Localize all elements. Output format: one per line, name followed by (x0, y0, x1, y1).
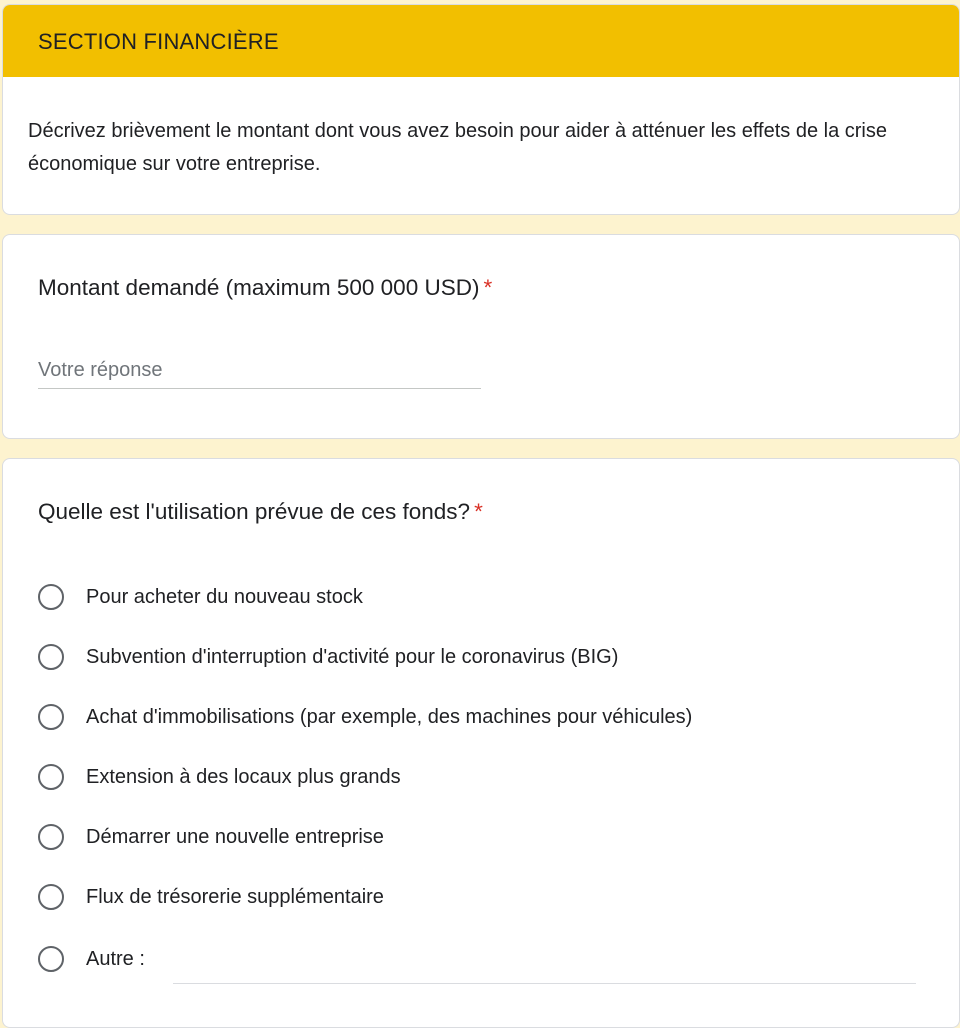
radio-button[interactable] (38, 946, 64, 972)
funds-options-group (38, 567, 928, 991)
amount-question-label: Montant demandé (maximum 500 000 USD) (38, 275, 480, 300)
radio-button[interactable] (38, 824, 64, 850)
section-description: Décrivez brièvement le montant dont vous avez besoin pour aider à atténuer les effets de la crise économique sur votre entreprise. (28, 120, 887, 175)
radio-button[interactable] (38, 764, 64, 790)
option-fixed-assets[interactable] (38, 687, 928, 747)
required-asterisk: * (483, 275, 493, 300)
option-larger-premises[interactable] (38, 747, 928, 807)
radio-button[interactable] (38, 584, 64, 610)
option-new-stock[interactable] (38, 567, 928, 627)
option-label: Démarrer une nouvelle entreprise (86, 825, 384, 848)
other-text-input[interactable] (173, 951, 916, 984)
amount-question-title (38, 275, 492, 301)
section-title: SECTION FINANCIÈRE (3, 5, 959, 77)
option-big-grant[interactable] (38, 627, 928, 687)
funds-question-card (2, 458, 960, 1028)
amount-input[interactable] (38, 353, 481, 389)
option-label: Subvention d'interruption d'activité pour le coronavirus (BIG) (86, 645, 619, 668)
required-asterisk: * (474, 499, 483, 524)
radio-button[interactable] (38, 644, 64, 670)
option-label: Achat d'immobilisations (par exemple, des machines pour véhicules) (86, 705, 693, 728)
funds-question-label: Quelle est l'utilisation prévue de ces fonds? (38, 499, 471, 524)
radio-button[interactable] (38, 884, 64, 910)
option-label: Flux de trésorerie supplémentaire (86, 885, 384, 908)
section-header-card (2, 4, 960, 215)
option-cash-flow[interactable] (38, 867, 928, 927)
option-new-business[interactable] (38, 807, 928, 867)
amount-question-card (2, 234, 960, 439)
option-label: Extension à des locaux plus grands (86, 765, 401, 788)
funds-question-title (38, 499, 483, 525)
option-other-label: Autre : (86, 947, 145, 970)
option-other[interactable] (38, 927, 928, 991)
option-label: Pour acheter du nouveau stock (86, 585, 363, 608)
radio-button[interactable] (38, 704, 64, 730)
